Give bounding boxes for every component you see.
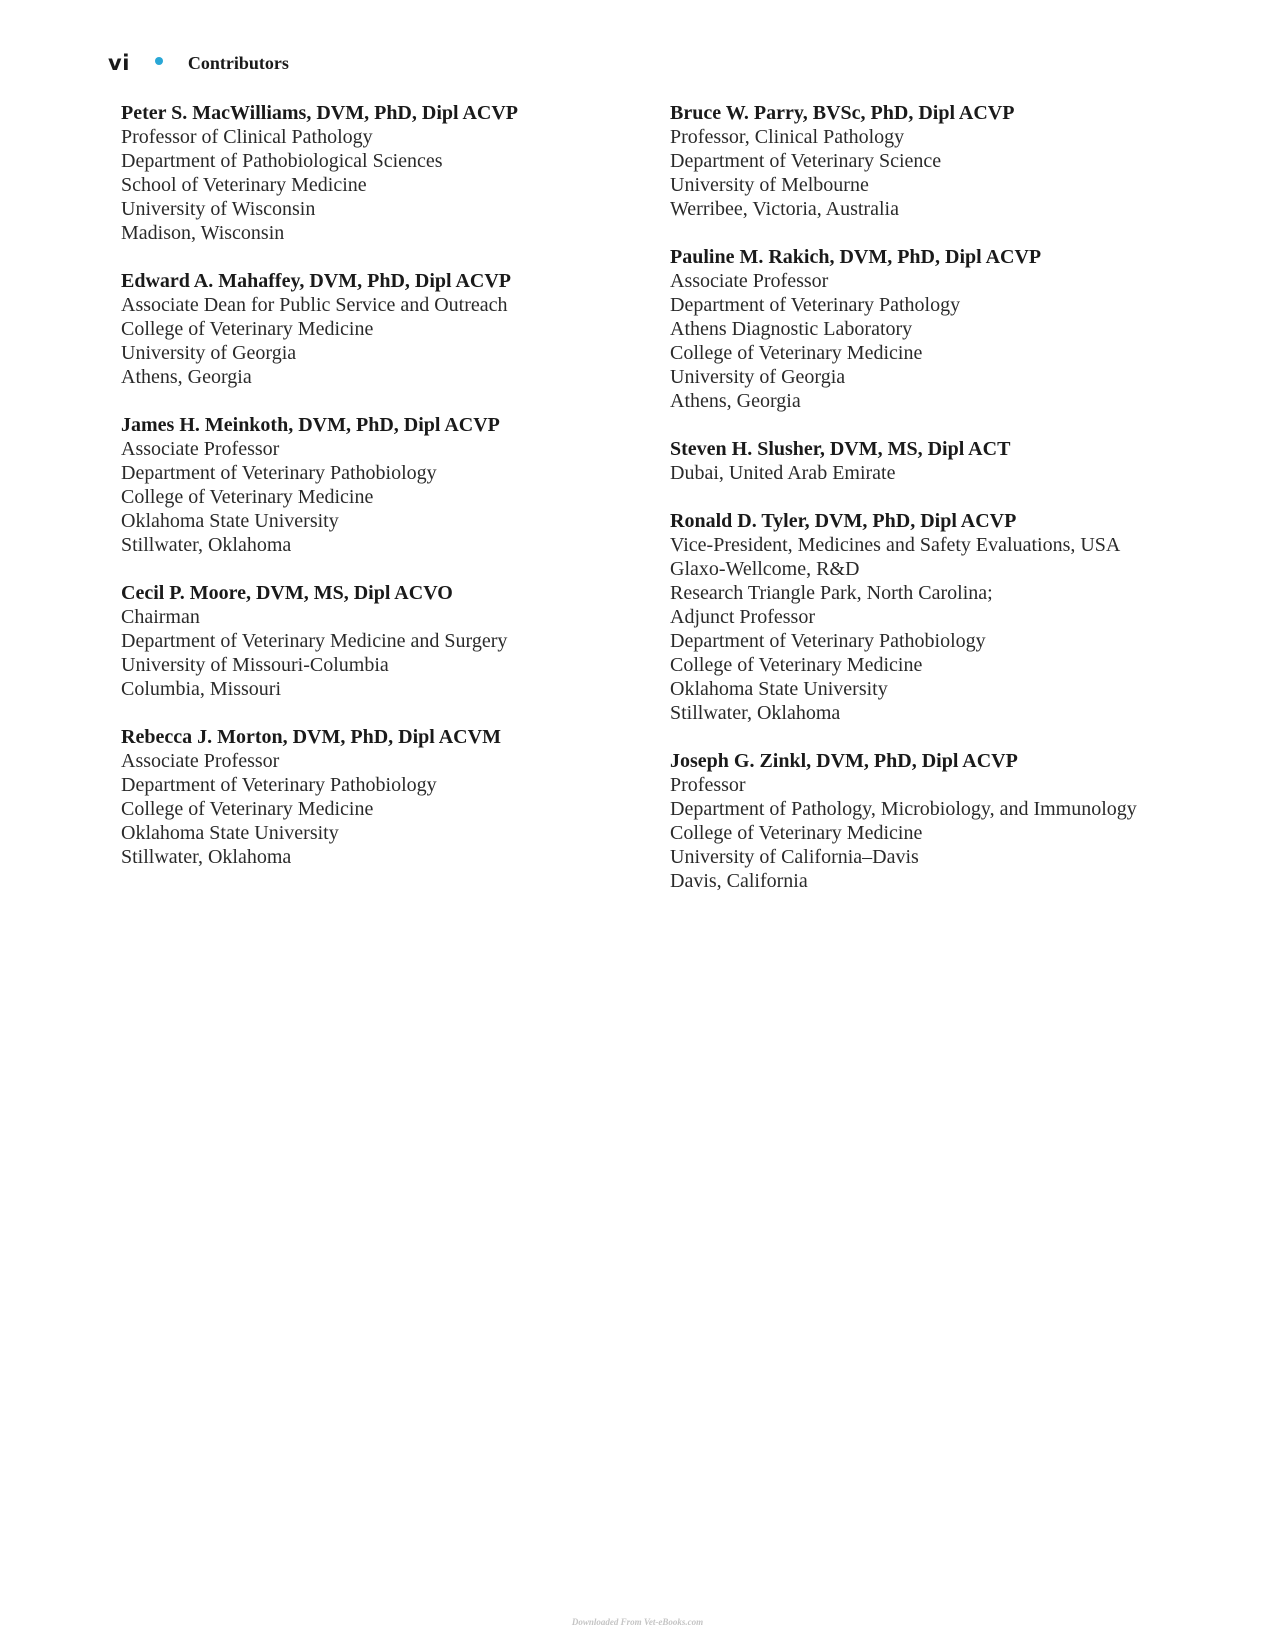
affiliation-line: Columbia, Missouri xyxy=(121,678,282,700)
right-column xyxy=(670,101,1260,917)
affiliation-line: Associate Dean for Public Service and Outreach xyxy=(121,294,508,316)
contributor-name: Pauline M. Rakich, DVM, PhD, Dipl ACVP xyxy=(670,246,1042,268)
affiliation-line: Oklahoma State University xyxy=(121,822,339,844)
affiliation-line: Associate Professor xyxy=(670,270,829,292)
affiliation-line: Dubai, United Arab Emirate xyxy=(670,462,896,484)
affiliation-line: Athens, Georgia xyxy=(121,366,252,388)
contributor-entry xyxy=(670,749,1260,893)
affiliation-line: Associate Professor xyxy=(121,750,280,772)
contributor-name: Peter S. MacWilliams, DVM, PhD, Dipl ACVP xyxy=(121,102,519,124)
contributor-name: Steven H. Slusher, DVM, MS, Dipl ACT xyxy=(670,438,1011,460)
left-column xyxy=(121,101,641,893)
affiliation-line: Adjunct Professor xyxy=(670,606,815,628)
contributor-entry xyxy=(670,509,1260,725)
affiliation-line: Oklahoma State University xyxy=(121,510,339,532)
running-head xyxy=(108,48,289,78)
affiliation-line: College of Veterinary Medicine xyxy=(121,486,374,508)
contributor-name: Ronald D. Tyler, DVM, PhD, Dipl ACVP xyxy=(670,510,1017,532)
page-number: vi xyxy=(108,51,130,75)
contributor-entry xyxy=(121,269,641,389)
contributor-name: James H. Meinkoth, DVM, PhD, Dipl ACVP xyxy=(121,414,500,436)
affiliation-line: College of Veterinary Medicine xyxy=(670,822,923,844)
contributor-entry xyxy=(121,101,641,245)
contributor-entry xyxy=(121,413,641,557)
contributor-name: Joseph G. Zinkl, DVM, PhD, Dipl ACVP xyxy=(670,750,1018,772)
contributor-name: Cecil P. Moore, DVM, MS, Dipl ACVO xyxy=(121,582,453,604)
affiliation-line: University of Georgia xyxy=(121,342,297,364)
affiliation-line: University of Wisconsin xyxy=(121,198,316,220)
contributor-entry xyxy=(670,437,1260,485)
contributor-entry xyxy=(121,581,641,701)
affiliation-line: Professor of Clinical Pathology xyxy=(121,126,373,148)
affiliation-line: Athens, Georgia xyxy=(670,390,801,412)
contributor-entry xyxy=(121,725,641,869)
footer-watermark: Downloaded From Vet-eBooks.com xyxy=(571,1617,704,1627)
affiliation-line: Glaxo-Wellcome, R&D xyxy=(670,558,860,580)
affiliation-line: Department of Veterinary Pathology xyxy=(670,294,961,316)
affiliation-line: University of California–Davis xyxy=(670,846,919,868)
affiliation-line: Stillwater, Oklahoma xyxy=(670,702,841,724)
affiliation-line: Vice-President, Medicines and Safety Evaluations, USA xyxy=(670,534,1121,556)
bullet-dot xyxy=(155,57,163,65)
affiliation-line: University of Georgia xyxy=(670,366,846,388)
affiliation-line: Department of Pathology, Microbiology, and Immunology xyxy=(670,798,1137,820)
affiliation-line: Stillwater, Oklahoma xyxy=(121,534,292,556)
affiliation-line: Oklahoma State University xyxy=(670,678,888,700)
affiliation-line: Davis, California xyxy=(670,870,808,892)
contributor-entry xyxy=(670,101,1260,221)
affiliation-line: College of Veterinary Medicine xyxy=(670,654,923,676)
affiliation-line: Athens Diagnostic Laboratory xyxy=(670,318,913,340)
contributor-name: Rebecca J. Morton, DVM, PhD, Dipl ACVM xyxy=(121,726,501,748)
contributor-name: Edward A. Mahaffey, DVM, PhD, Dipl ACVP xyxy=(121,270,512,292)
affiliation-line: School of Veterinary Medicine xyxy=(121,174,367,196)
contributor-name: Bruce W. Parry, BVSc, PhD, Dipl ACVP xyxy=(670,102,1015,124)
affiliation-line: Department of Veterinary Pathobiology xyxy=(121,462,437,484)
affiliation-line: College of Veterinary Medicine xyxy=(670,342,923,364)
affiliation-line: Stillwater, Oklahoma xyxy=(121,846,292,868)
affiliation-line: Department of Veterinary Pathobiology xyxy=(121,774,437,796)
affiliation-line: University of Melbourne xyxy=(670,174,869,196)
affiliation-line: Department of Veterinary Pathobiology xyxy=(670,630,986,652)
section-title: Contributors xyxy=(187,52,289,73)
affiliation-line: Department of Veterinary Science xyxy=(670,150,942,172)
affiliation-line: University of Missouri-Columbia xyxy=(121,654,389,676)
affiliation-line: Associate Professor xyxy=(121,438,280,460)
affiliation-line: Chairman xyxy=(121,606,200,628)
affiliation-line: College of Veterinary Medicine xyxy=(121,798,374,820)
affiliation-line: Research Triangle Park, North Carolina; xyxy=(670,582,993,604)
affiliation-line: Professor xyxy=(670,774,746,796)
affiliation-line: Department of Pathobiological Sciences xyxy=(121,150,443,172)
affiliation-line: College of Veterinary Medicine xyxy=(121,318,374,340)
contributor-entry xyxy=(670,245,1260,413)
affiliation-line: Professor, Clinical Pathology xyxy=(670,126,905,148)
affiliation-line: Department of Veterinary Medicine and Surgery xyxy=(121,630,508,652)
affiliation-line: Werribee, Victoria, Australia xyxy=(670,198,899,220)
affiliation-line: Madison, Wisconsin xyxy=(121,222,285,244)
